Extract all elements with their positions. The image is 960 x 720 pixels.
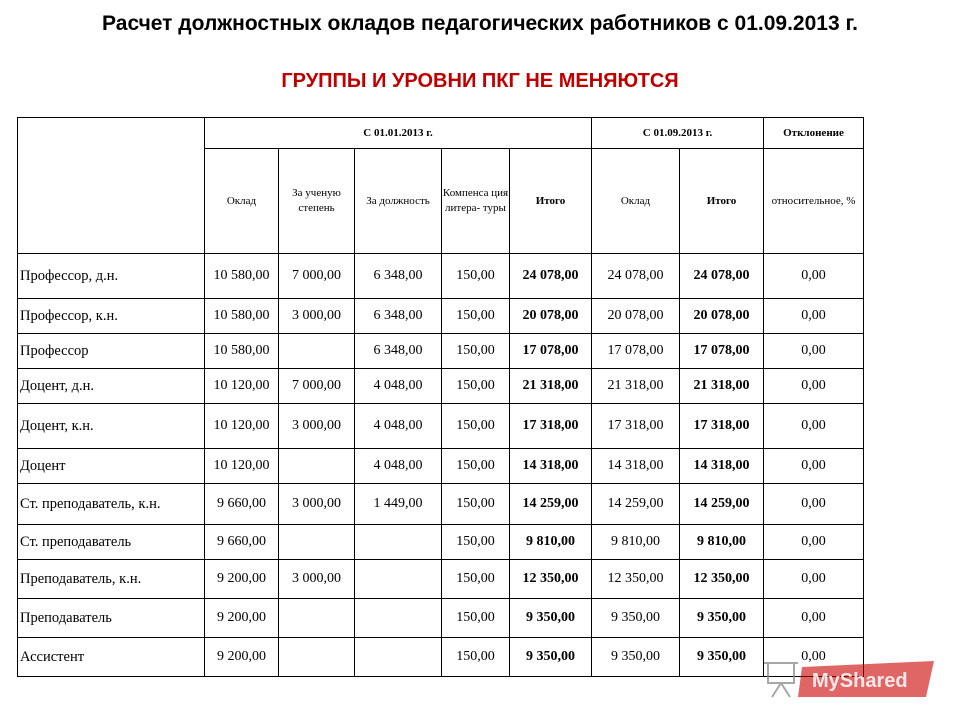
salary-table	[17, 117, 864, 677]
group-header-deviation: Отклонение	[764, 118, 864, 149]
col-header-salary2: Оклад	[592, 149, 680, 254]
cell-salary1: 9 200,00	[205, 599, 279, 638]
table-row	[18, 560, 864, 599]
table-row	[18, 638, 864, 677]
cell-literature: 150,00	[442, 299, 510, 334]
cell-total2: 20 078,00	[680, 299, 764, 334]
cell-position: 6 348,00	[355, 299, 442, 334]
cell-salary1: 9 660,00	[205, 484, 279, 525]
row-label: Преподаватель, к.н.	[18, 560, 205, 599]
cell-literature: 150,00	[442, 254, 510, 299]
cell-salary2: 14 259,00	[592, 484, 680, 525]
cell-salary2: 9 810,00	[592, 525, 680, 560]
cell-salary1: 10 120,00	[205, 404, 279, 449]
cell-salary1: 10 120,00	[205, 449, 279, 484]
cell-salary1: 10 580,00	[205, 254, 279, 299]
cell-position	[355, 560, 442, 599]
row-label: Преподаватель	[18, 599, 205, 638]
row-header-corner	[18, 118, 205, 254]
cell-salary2: 14 318,00	[592, 449, 680, 484]
cell-total2: 17 078,00	[680, 334, 764, 369]
cell-salary1: 9 200,00	[205, 638, 279, 677]
cell-total1: 24 078,00	[510, 254, 592, 299]
cell-literature: 150,00	[442, 369, 510, 404]
cell-total2: 9 350,00	[680, 638, 764, 677]
table-row	[18, 334, 864, 369]
cell-total2: 24 078,00	[680, 254, 764, 299]
table-row	[18, 449, 864, 484]
table-row	[18, 369, 864, 404]
cell-position: 6 348,00	[355, 334, 442, 369]
cell-salary1: 9 660,00	[205, 525, 279, 560]
cell-literature: 150,00	[442, 404, 510, 449]
cell-total1: 9 350,00	[510, 638, 592, 677]
cell-total1: 17 318,00	[510, 404, 592, 449]
cell-salary1: 10 580,00	[205, 334, 279, 369]
cell-position: 4 048,00	[355, 369, 442, 404]
cell-salary2: 9 350,00	[592, 638, 680, 677]
cell-total2: 17 318,00	[680, 404, 764, 449]
page-subtitle: ГРУППЫ И УРОВНИ ПКГ НЕ МЕНЯЮТСЯ	[281, 70, 679, 92]
cell-total1: 14 318,00	[510, 449, 592, 484]
cell-salary1: 10 580,00	[205, 299, 279, 334]
cell-degree: 3 000,00	[279, 299, 355, 334]
table-row	[18, 484, 864, 525]
cell-salary2: 20 078,00	[592, 299, 680, 334]
cell-degree	[279, 525, 355, 560]
col-header-salary1: Оклад	[205, 149, 279, 254]
cell-total2: 21 318,00	[680, 369, 764, 404]
presentation-board-icon	[764, 663, 798, 697]
cell-relative: 0,00	[764, 560, 864, 599]
watermark-logo-text: MyShared	[812, 670, 908, 692]
table-row	[18, 299, 864, 334]
cell-relative: 0,00	[764, 525, 864, 560]
cell-total1: 21 318,00	[510, 369, 592, 404]
row-label: Профессор	[18, 334, 205, 369]
col-header-literature: Компенса ция литера- туры	[442, 149, 510, 254]
cell-degree: 3 000,00	[279, 560, 355, 599]
cell-total2: 14 318,00	[680, 449, 764, 484]
cell-total1: 9 810,00	[510, 525, 592, 560]
cell-degree: 7 000,00	[279, 254, 355, 299]
cell-position	[355, 638, 442, 677]
cell-literature: 150,00	[442, 599, 510, 638]
col-header-position: За должность	[355, 149, 442, 254]
cell-relative: 0,00	[764, 599, 864, 638]
cell-total1: 14 259,00	[510, 484, 592, 525]
cell-relative: 0,00	[764, 638, 864, 677]
group-header-period2: С 01.09.2013 г.	[592, 118, 764, 149]
row-label: Доцент, к.н.	[18, 404, 205, 449]
cell-salary1: 10 120,00	[205, 369, 279, 404]
col-header-relative: относительное, %	[764, 149, 864, 254]
row-label: Профессор, д.н.	[18, 254, 205, 299]
table-row	[18, 404, 864, 449]
col-header-total2: Итого	[680, 149, 764, 254]
cell-total2: 14 259,00	[680, 484, 764, 525]
cell-degree: 3 000,00	[279, 484, 355, 525]
cell-degree: 3 000,00	[279, 404, 355, 449]
cell-total1: 17 078,00	[510, 334, 592, 369]
cell-position: 4 048,00	[355, 404, 442, 449]
cell-total2: 9 350,00	[680, 599, 764, 638]
cell-relative: 0,00	[764, 484, 864, 525]
cell-total1: 20 078,00	[510, 299, 592, 334]
cell-salary2: 12 350,00	[592, 560, 680, 599]
cell-total2: 9 810,00	[680, 525, 764, 560]
cell-position: 1 449,00	[355, 484, 442, 525]
cell-salary2: 17 078,00	[592, 334, 680, 369]
table-row	[18, 254, 864, 299]
cell-literature: 150,00	[442, 560, 510, 599]
cell-degree: 7 000,00	[279, 369, 355, 404]
cell-salary2: 24 078,00	[592, 254, 680, 299]
row-label: Ассистент	[18, 638, 205, 677]
cell-position	[355, 525, 442, 560]
cell-position: 4 048,00	[355, 449, 442, 484]
cell-relative: 0,00	[764, 369, 864, 404]
table-row	[18, 525, 864, 560]
cell-degree	[279, 599, 355, 638]
cell-total2: 12 350,00	[680, 560, 764, 599]
row-label: Ст. преподаватель, к.н.	[18, 484, 205, 525]
cell-relative: 0,00	[764, 449, 864, 484]
cell-degree	[279, 334, 355, 369]
cell-total1: 9 350,00	[510, 599, 592, 638]
cell-literature: 150,00	[442, 449, 510, 484]
table-row	[18, 599, 864, 638]
cell-position	[355, 599, 442, 638]
cell-degree	[279, 449, 355, 484]
myshared-watermark	[762, 657, 938, 703]
cell-salary2: 9 350,00	[592, 599, 680, 638]
col-header-degree: За ученую степень	[279, 149, 355, 254]
cell-literature: 150,00	[442, 525, 510, 560]
cell-relative: 0,00	[764, 334, 864, 369]
cell-salary2: 21 318,00	[592, 369, 680, 404]
cell-total1: 12 350,00	[510, 560, 592, 599]
row-label: Доцент	[18, 449, 205, 484]
cell-literature: 150,00	[442, 334, 510, 369]
row-label: Профессор, к.н.	[18, 299, 205, 334]
col-header-total1: Итого	[510, 149, 592, 254]
row-label: Доцент, д.н.	[18, 369, 205, 404]
cell-literature: 150,00	[442, 484, 510, 525]
cell-salary1: 9 200,00	[205, 560, 279, 599]
cell-literature: 150,00	[442, 638, 510, 677]
page-title: Расчет должностных окладов педагогических работников с 01.09.2013 г.	[102, 12, 858, 35]
cell-degree	[279, 638, 355, 677]
group-header-period1: С 01.01.2013 г.	[205, 118, 592, 149]
cell-relative: 0,00	[764, 404, 864, 449]
cell-salary2: 17 318,00	[592, 404, 680, 449]
cell-relative: 0,00	[764, 299, 864, 334]
row-label: Ст. преподаватель	[18, 525, 205, 560]
cell-position: 6 348,00	[355, 254, 442, 299]
cell-relative: 0,00	[764, 254, 864, 299]
